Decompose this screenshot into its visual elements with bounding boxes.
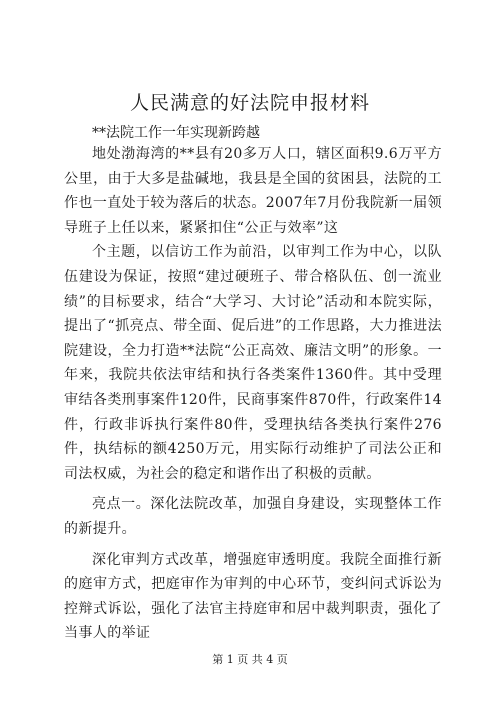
page-number: 第 1 页 共 4 页	[212, 653, 288, 666]
document-body	[64, 142, 442, 646]
document-subtitle: **法院工作一年实现新跨越	[92, 125, 260, 141]
paragraph: 地处渤海湾的**县有20多万人口，辖区面积9.6万平方公里，由于大多是盐碱地，我县是全国的贫困县，法院的工作也一直处于较为落后的状态。2007年7月份我院新一届领导班子上任以来，紧紧扣住“公正与效率”这	[64, 146, 442, 236]
document-title: 人民满意的好法院申报材料	[129, 92, 370, 114]
paragraph: 深化审判方式改革，增强庭审透明度。我院全面推行新的庭审方式，把庭审作为审判的中心环节，变纠问式诉讼为控辩式诉讼，强化了法官主持庭审和居中裁判职责，强化了当事人的举证	[64, 551, 442, 642]
paragraph: 亮点一。深化法院改革，加强自身建设，实现整体工作的新提升。	[64, 496, 442, 537]
paragraph: 个主题，以信访工作为前沿，以审判工作为中心，以队伍建设为保证，按照“建过硬班子、带合格队伍、创一流业绩”的目标要求，结合“大学习、大讨论”活动和本院实际，提出了“抓亮点、带全面、促后进”的工作思路，大力推进法院建设，全力打造**法院“公正高效、廉洁文明”的形象。一年来，我院共依法审结和执行各类案件1360件。其中受理审结各类刑事案件120件，民商事案件870件，行政案件14件，行政非诉执行案件80件，受理执结各类执行案件276件，执结标的额4250万元，用实际行动维护了司法公正和司法权威，为社会的稳定和谐作出了积极的贡献。	[64, 244, 442, 482]
